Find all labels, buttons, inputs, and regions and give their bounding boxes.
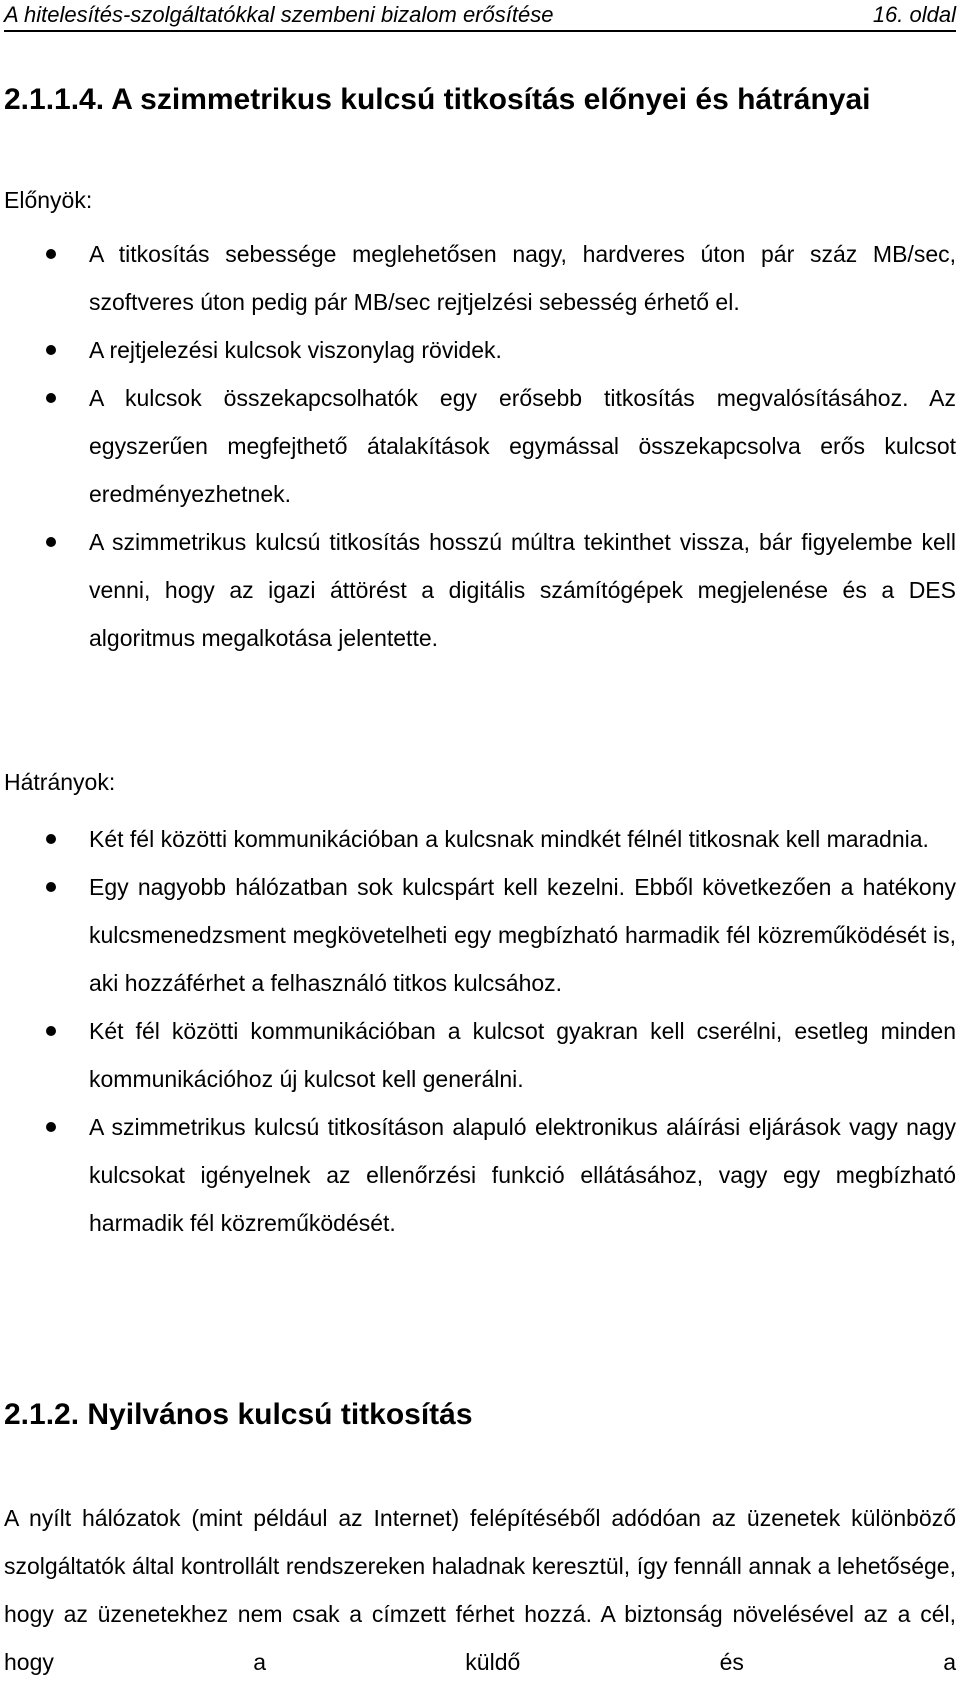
list-item: [0, 230, 960, 326]
list-item: [0, 1007, 960, 1103]
body-paragraph: A nyílt hálózatok (mint például az Internet) felépítéséből adódóan az üzenetek különböző szolgáltatók által kontrollált rendszereken haladnak keresztül, így fennáll annak a lehetősége, hogy az üzenetekhez nem csak a címzett férhet hozzá. A biztonság növelésével az a cél, hogy a küldő és a: [4, 1505, 956, 1675]
subsection-heading: 2.1.2. Nyilvános kulcsú titkosítás: [4, 1398, 473, 1431]
list-item-text: Két fél közötti kommunikációban a kulcsnak mindkét félnél titkosnak kell maradnia.: [89, 826, 929, 852]
running-header: [4, 0, 956, 32]
list-item-text: Egy nagyobb hálózatban sok kulcspárt kell kezelni. Ebből következően a hatékony kulcsmenedzsment megkövetelheti egy megbízható harmadik fél közreműködését is, aki hozzáférhet a felhasználó titkos kulcsához.: [89, 874, 956, 996]
list-item-text: A szimmetrikus kulcsú titkosításon alapuló elektronikus aláírási eljárások vagy nagy kulcsokat igényelnek az ellenőrzési funkció ellátásához, vagy egy megbízható harmadik fél közreműködését.: [89, 1114, 956, 1236]
bullet-icon: [46, 345, 56, 355]
bullet-icon: [46, 537, 56, 547]
list-item-text: A szimmetrikus kulcsú titkosítás hosszú múltra tekinthet vissza, bár figyelembe kell venni, hogy az igazi áttörést a digitális számítógépek megjelenése és a DES algoritmus megalkotása jelentette.: [89, 529, 956, 651]
bullet-icon: [46, 249, 56, 259]
cons-list: [0, 815, 960, 1247]
list-item: [0, 326, 960, 374]
pros-label: Előnyök:: [4, 187, 93, 213]
list-item: [0, 815, 960, 863]
page-number: 16. oldal: [872, 2, 956, 27]
bullet-icon: [46, 882, 56, 892]
list-item-text: A rejtjelezési kulcsok viszonylag rövidek.: [89, 337, 502, 363]
bullet-icon: [46, 834, 56, 844]
list-item-text: A titkosítás sebessége meglehetősen nagy, hardveres úton pár száz MB/sec, szoftveres úton pedig pár MB/sec rejtjelzési sebesség érhető el.: [89, 241, 956, 315]
list-item: [0, 1103, 960, 1247]
list-item-text: A kulcsok összekapcsolhatók egy erősebb titkosítás megvalósításához. Az egyszerűen megfejthető átalakítások egymással összekapcsolva erős kulcsot eredményezhetnek.: [89, 385, 956, 507]
list-item: [0, 374, 960, 518]
section-heading: 2.1.1.4. A szimmetrikus kulcsú titkosítás előnyei és hátrányai: [4, 83, 871, 116]
bullet-icon: [46, 1026, 56, 1036]
pros-list: [0, 230, 960, 662]
list-item: [0, 863, 960, 1007]
bullet-icon: [46, 1122, 56, 1132]
bullet-icon: [46, 393, 56, 403]
list-item: [0, 518, 960, 662]
running-header-title: A hitelesítés-szolgáltatókkal szembeni bizalom erősítése: [4, 2, 554, 27]
list-item-text: Két fél közötti kommunikációban a kulcsot gyakran kell cserélni, esetleg minden kommunikációhoz új kulcsot kell generálni.: [89, 1018, 956, 1092]
cons-label: Hátrányok:: [4, 769, 116, 795]
